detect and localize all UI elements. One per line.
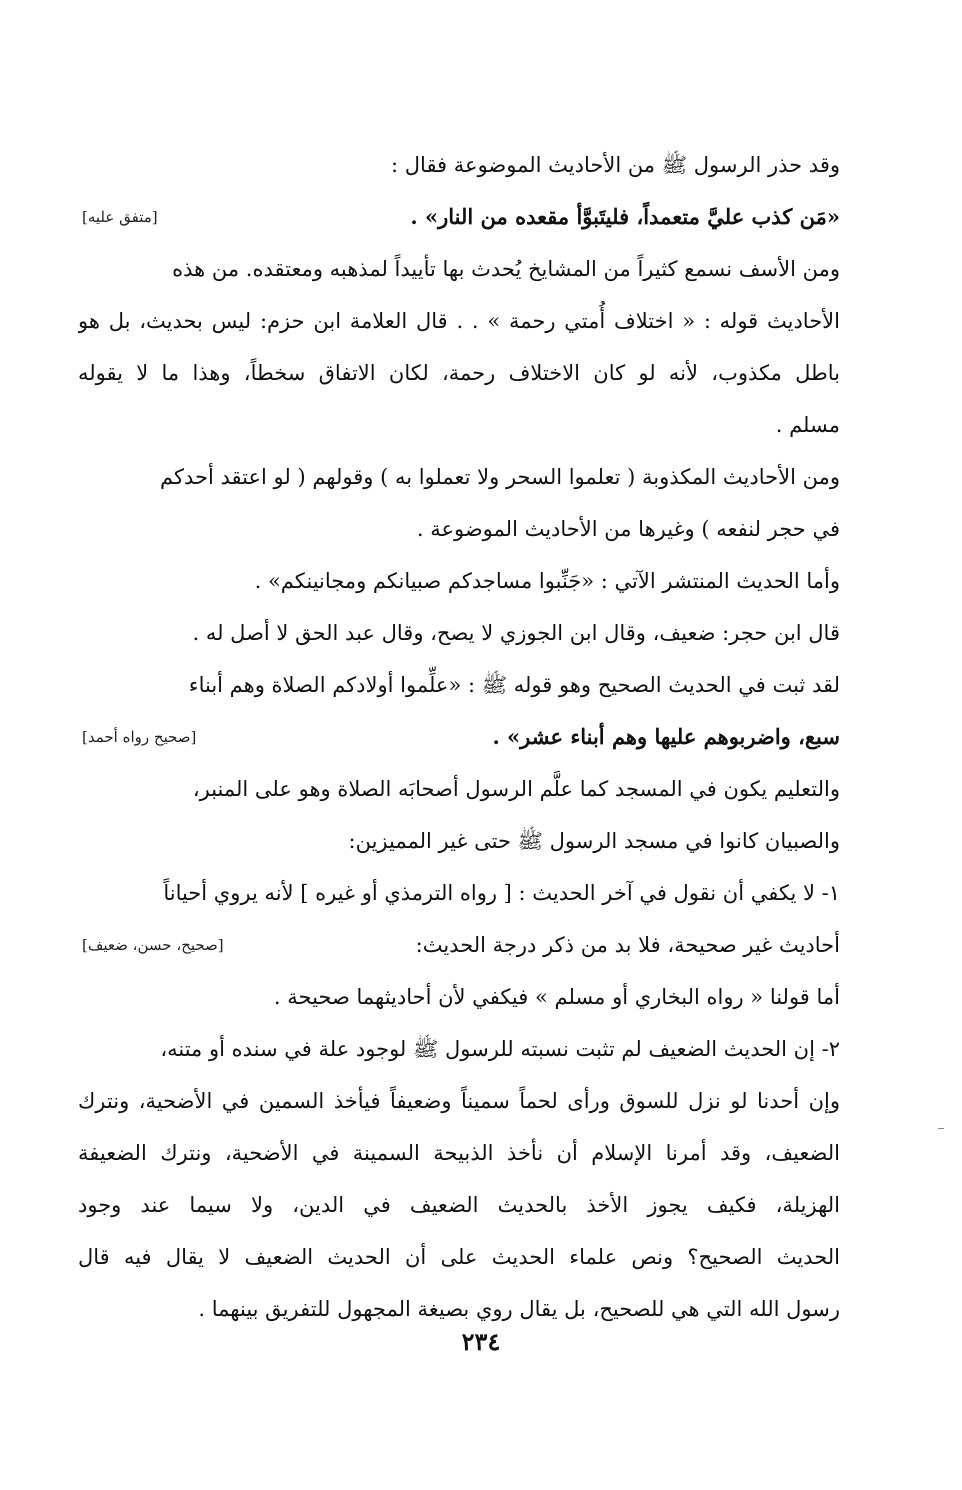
text-line: ومن الأسف نسمع كثيراً من المشايخ يُحدث بها تأييداً لمذهبه ومعتقده. من هذه	[172, 257, 840, 281]
text-line: رسول الله التي هي للصحيح، بل يقال روي بصيغة المجهول للتفريق بينهما .	[198, 1297, 840, 1321]
hadith-reference: [صحيح رواه أحمد]	[82, 728, 197, 746]
hadith-quote: سبع، واضربوهم عليها وهم أبناء عشر» .	[492, 724, 840, 749]
text-line: لقد ثبت في الحديث الصحيح وهو قوله ﷺ : «علِّموا أولادكم الصلاة وهم أبناء	[188, 673, 840, 697]
text-line: وإن أحدنا لو نزل للسوق ورأى لحماً سميناً وضعيفاً فيأخذ السمين في الأضحية، ونترك	[78, 1089, 840, 1113]
page-number: ٢٣٤	[461, 1327, 501, 1356]
text-line: الحديث الصحيح؟ ونص علماء الحديث على أن الحديث الضعيف لا يقال فيه قال	[78, 1245, 840, 1269]
text-line: ومن الأحاديث المكذوبة ( تعلموا السحر ولا تعملوا به ) وقولهم ( لو اعتقد أحدكم	[160, 465, 840, 489]
hadith-reference: [متفق عليه]	[82, 208, 158, 226]
text-line: وأما الحديث المنتشر الآتي : «جَنِّبوا مساجدكم صبيانكم ومجانينكم» .	[254, 569, 840, 593]
text-line: وقد حذر الرسول ﷺ من الأحاديث الموضوعة فقال :	[391, 153, 840, 177]
text-line: والتعليم يكون في المسجد كما علَّم الرسول أصحابَه الصلاة وهو على المنبر،	[192, 777, 840, 801]
text-line: والصبيان كانوا في مسجد الرسول ﷺ حتى غير المميزين:	[348, 829, 840, 853]
text-line: الضعيف، وقد أمرنا الإسلام أن نأخذ الذبيحة السمينة في الأضحية، ونترك الضعيفة	[78, 1141, 840, 1165]
text-line: الهزيلة، فكيف يجوز الأخذ بالحديث الضعيف في الدين، ولا سيما عند وجود	[78, 1193, 840, 1217]
text-line: مسلم .	[775, 413, 840, 437]
numbered-point: ١- لا يكفي أن نقول في آخر الحديث : [ رواه الترمذي أو غيره ] لأنه يروي أحياناً	[163, 881, 840, 905]
numbered-point: ٢- إن الحديث الضعيف لم تثبت نسبته للرسول ﷺ لوجود علة في سنده أو متنه،	[160, 1037, 840, 1061]
hadith-quote: «مَن كذب عليَّ متعمداً، فليتَبوَّأ مقعده من النار» .	[410, 204, 840, 229]
margin-mark	[938, 1128, 944, 1129]
grade-reference: [صحيح، حسن، ضعيف]	[82, 936, 224, 954]
text-line: أحاديث غير صحيحة، فلا بد من ذكر درجة الحديث:	[415, 933, 840, 957]
text-line: قال ابن حجر: ضعيف، وقال ابن الجوزي لا يصح، وقال عبد الحق لا أصل له .	[192, 621, 840, 645]
text-line: أما قولنا « رواه البخاري أو مسلم » فيكفي لأن أحاديثهما صحيحة .	[273, 985, 840, 1009]
text-line: الأحاديث قوله : « اختلاف أُمتي رحمة » . . قال العلامة ابن حزم: ليس بحديث، بل هو	[78, 309, 840, 333]
text-line: باطل مكذوب، لأنه لو كان الاختلاف رحمة، لكان الاتفاق سخطاً، وهذا ما لا يقوله	[78, 361, 840, 385]
text-line: في حجر لنفعه ) وغيرها من الأحاديث الموضوعة .	[416, 517, 840, 541]
